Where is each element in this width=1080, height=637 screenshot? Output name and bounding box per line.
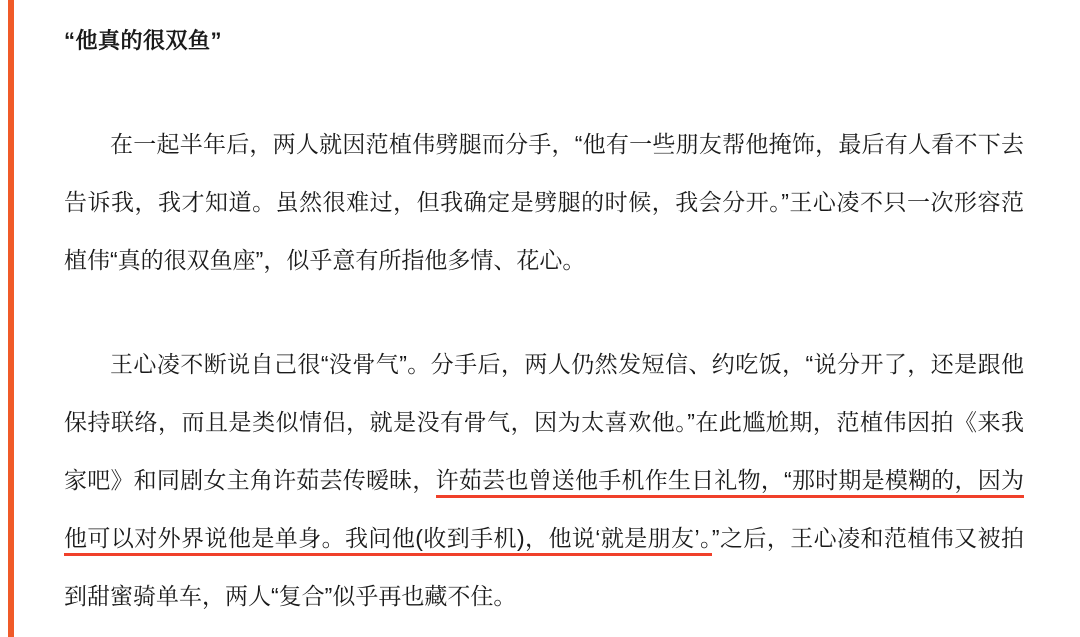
paragraph-1: 在一起半年后，两人就因范植伟劈腿而分手，“他有一些朋友帮他掩饰，最后有人看不下去告诉我，我才知道。虽然很难过，但我确定是劈腿的时候，我会分开。”王心凌不只一次形容范植伟“真的很双鱼座”，似乎意有所指他多情、花心。	[64, 130, 1024, 273]
paragraph-2	[64, 335, 1024, 625]
page-title: “他真的很双鱼”	[64, 28, 223, 53]
left-accent-bar	[8, 0, 14, 637]
document-content	[64, 0, 1024, 637]
highlighted-underlined-text: 许茹芸也曾送他手机作生日礼物，“那时期是模糊的，因为他可以对外界说他是单身。我问他(收到手机)，他说‘就是朋友’。	[64, 467, 1024, 556]
paragraph-2-lead: 王心凌不断说自己很“没骨气”。分手后，两人仍然发短信、约吃饭，“说分开了，还是跟他保持联络，而且是类似情侣，就是没有骨气，因为太喜欢他。”在此尴尬期，范植伟因拍《来我家吧》和同剧女主角许茹芸传暧昧，	[64, 350, 1024, 493]
paragraph-2-tail: ”之后，王心凌和范植伟又被拍到甜蜜骑单车，两人“复合”似乎再也藏不住。	[64, 524, 1024, 609]
